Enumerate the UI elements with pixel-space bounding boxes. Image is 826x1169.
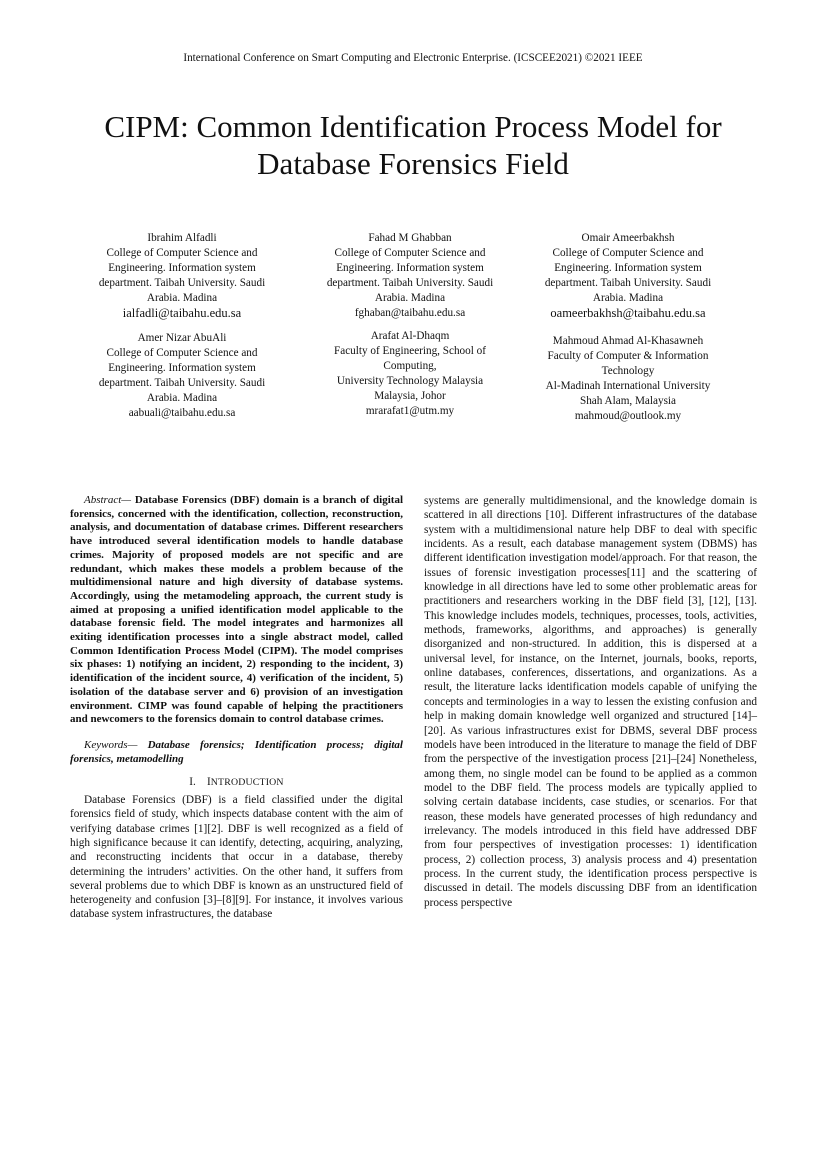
author-affiliation-line: College of Computer Science and <box>334 246 486 259</box>
abstract-text: Database Forensics (DBF) domain is a branch of digital forensics, concerned with the identification, collection, reconstruction, analysis, and documentation of database crimes. Different researchers have introduced several identification models to handle database crimes. Majority of proposed models are not specific and are redundant, which makes these models a problem because of the multidimensional nature and high diversity of database systems. Accordingly, using the metamodeling approach, the current study is aimed at proposing a unified identification model applicable to the database forensic field. The model integrates and harmonizes all exiting identification processes into a single abstract model, called Common Identification Process Model (CIPM). The model comprises six phases: 1) notifying an incident, 2) responding to the incident, 3) identification of the incident source, 4) verification of the incident, 5) isolation of the database server and 6) provision of an investigation environment. CIMP was found capable of helping the practitioners and newcomers to the forensics domain to control database crimes. <box>70 494 403 726</box>
abstract <box>70 494 403 727</box>
abstract-label: Abstract— <box>84 494 132 506</box>
author-affiliation-line: Shah Alam, Malaysia <box>579 394 676 407</box>
author-affiliation-line: department. Taibah University. Saudi <box>98 276 266 289</box>
author-block <box>290 329 530 418</box>
right-column <box>424 494 757 910</box>
left-column <box>70 494 403 922</box>
author-name: Amer Nizar AbuAli <box>137 332 227 344</box>
author-block <box>290 231 530 320</box>
keywords-label: Keywords— <box>84 738 138 751</box>
conference-header: International Conference on Smart Computing and Electronic Enterprise. (ICSCEE2021) ©2021 IEEE <box>183 52 643 64</box>
author-affiliation-line: College of Computer Science and <box>106 346 258 359</box>
author-affiliation-line: Engineering. Information system <box>554 261 702 274</box>
intro-paragraph-left: Database Forensics (DBF) is a field classified under the digital forensics field of study, which inspects database content with the aim of verifying database crimes [1][2]. DBF is well recognized as a field of high significance because it can identify, detecting, acquiring, analyzing, and reconstructing incidents that occur in a database, thereby determining the intruders’ activities. On the other hand, it suffers from several problems due to which DBF is known as an unstructured field of heterogeneity and confusion [3]–[8][9]. For instance, it involves various database system infrastructures, the database <box>70 794 403 921</box>
author-name: Omair Ameerbakhsh <box>581 232 675 244</box>
author-block <box>62 331 302 420</box>
section-heading <box>70 776 403 790</box>
author-name: Ibrahim Alfadli <box>147 232 217 244</box>
keywords <box>70 739 403 766</box>
author-name: Arafat Al-Dhaqm <box>370 330 450 342</box>
author-affiliation-line: Engineering. Information system <box>108 261 256 274</box>
author-affiliation-line: Al-Madinah International University <box>545 379 711 392</box>
paper-title: CIPM: Common Identification Process Model for Database Forensics Field <box>104 109 722 181</box>
author-affiliation-line: Computing, <box>383 359 437 372</box>
author-affiliation-line: Arabia. Madina <box>146 391 218 404</box>
author-block <box>508 334 748 423</box>
author-email: mahmoud@outlook.my <box>574 409 682 422</box>
author-affiliation-line: Arabia. Madina <box>374 291 446 304</box>
author-affiliation-line: department. Taibah University. Saudi <box>98 376 266 389</box>
author-affiliation-line: College of Computer Science and <box>106 246 258 259</box>
section-title-initial: I <box>207 776 211 789</box>
author-affiliation-line: department. Taibah University. Saudi <box>544 276 712 289</box>
author-affiliation-line: Faculty of Computer & Information <box>547 349 709 362</box>
author-block <box>508 231 748 320</box>
author-name: Fahad M Ghabban <box>368 232 452 244</box>
author-email: fghaban@taibahu.edu.sa <box>354 306 466 319</box>
author-email: oameerbakhsh@taibahu.edu.sa <box>550 305 706 320</box>
author-affiliation-line: University Technology Malaysia <box>336 374 484 387</box>
author-affiliation-line: Arabia. Madina <box>592 291 664 304</box>
author-affiliation-line: Faculty of Engineering, School of <box>334 344 486 357</box>
author-name: Mahmoud Ahmad Al-Khasawneh <box>552 335 704 347</box>
author-email: mrarafat1@utm.my <box>365 404 455 417</box>
author-affiliation-line: Arabia. Madina <box>146 291 218 304</box>
author-affiliation-line: Technology <box>601 364 655 377</box>
author-affiliation-line: Engineering. Information system <box>108 361 256 374</box>
author-block <box>62 231 302 320</box>
section-title-rest: NTRODUCTION <box>210 777 284 789</box>
section-number: I. <box>189 776 196 789</box>
author-affiliation-line: department. Taibah University. Saudi <box>326 276 494 289</box>
author-email: ialfadli@taibahu.edu.sa <box>122 305 242 320</box>
author-affiliation-line: College of Computer Science and <box>552 246 704 259</box>
author-affiliation-line: Malaysia, Johor <box>374 389 446 402</box>
intro-paragraph-right: systems are generally multidimensional, and the knowledge domain is scattered in all directions [10]. Different infrastructures of the database system with a multidimensional nature help DBF to deal with specific incidents. As a result, each database management system (DBMS) has different identification investigation model/approach. For that reason, the issues of forensic investigation processes[11] and the scattering of knowledge in all directions have led to some other problematic areas for practitioners and researchers working in the DBF field [3], [12], [13]. This knowledge includes models, techniques, processes, tools, activities, methods, frameworks, algorithms, and approaches) is generally disorganized and non-structured. In addition, this is dispersed at a universal level, for instance, on the Internet, journals, books, reports, online databases, conferences, dissertations, and organizations. As a result, the literature lacks identification models capable of unifying the concepts and terminologies in a way to lessen the existing confusion and help in making domain knowledge well organized and structured [14]–[20]. As various infrastructures exist for DBMS, several DBF process models have been introduced in the literature to manage the field of DBF from the perspective of the investigation process [21]–[24] Nonetheless, among them, no single model can be found to be applied as a common model to the DBF field. The process models are typically applied to solving certain database incidents, case studies, or scenarios. For that reason, these models have generated processes of high redundancy and irrelevancy. The models introduced in this field have addressed DBF from four perspectives of investigation processes: 1) identification process, 2) collection process, 3) analysis process and 4) presentation process. In the current study, the identification process perspective is discussed in detail. The models discussing DBF from an identification process perspective <box>424 495 757 909</box>
keywords-text: Database forensics; Identification process; digital forensics, metamodelling <box>70 738 403 765</box>
author-email: aabuali@taibahu.edu.sa <box>128 406 236 419</box>
author-affiliation-line: Engineering. Information system <box>336 261 484 274</box>
